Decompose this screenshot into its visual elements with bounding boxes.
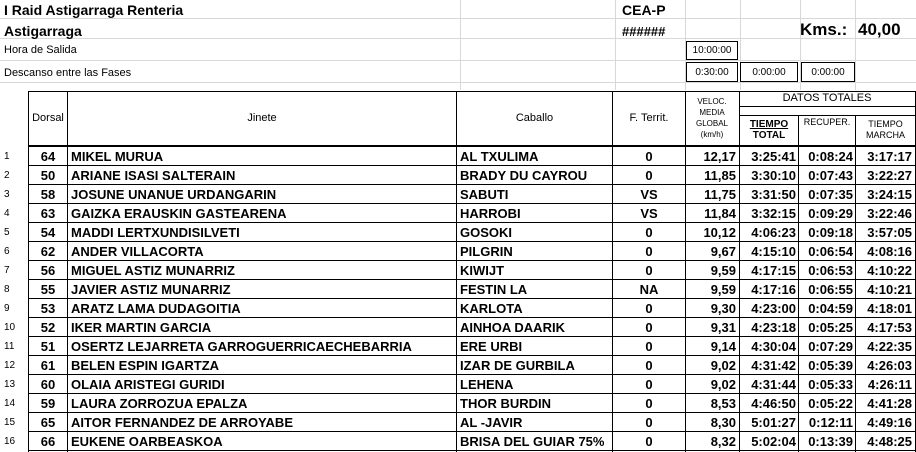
- veloc-cell: 9,02: [710, 377, 736, 392]
- recuper-cell: 0:09:29: [808, 206, 853, 221]
- table-border: [28, 145, 916, 147]
- tiempo-total-cell: 3:31:50: [751, 187, 796, 202]
- header-caballo: Caballo: [515, 111, 554, 124]
- gridline: [0, 38, 916, 39]
- tiempo-total-cell: 5:02:04: [751, 434, 796, 449]
- table-border: [685, 91, 686, 452]
- row-index: 12: [4, 360, 16, 371]
- recuper-cell: 0:07:35: [808, 187, 853, 202]
- tiempo-total-cell: 4:30:04: [751, 339, 796, 354]
- event-location: Astigarraga: [4, 23, 82, 39]
- tiempo-marcha-cell: 3:22:46: [867, 206, 912, 221]
- table-row: [0, 261, 916, 280]
- veloc-cell: 9,14: [710, 339, 736, 354]
- header-tiempo-total-line: TOTAL: [752, 130, 786, 141]
- row-index: 8: [4, 284, 10, 295]
- caballo-cell: KIWIJT: [460, 263, 505, 278]
- event-hashes: ######: [622, 24, 666, 39]
- header-tiempo-marcha-line: TIEMPO: [868, 119, 903, 129]
- dorsal-cell: 65: [40, 415, 56, 430]
- hora-label: Hora de Salida: [4, 44, 77, 56]
- table-row: [0, 185, 916, 204]
- jinete-cell: ARATZ LAMA DUDAGOITIA: [71, 301, 241, 316]
- dorsal-cell: 54: [40, 225, 56, 240]
- dorsal-cell: 58: [40, 187, 56, 202]
- header-veloc-line: VELOC.: [697, 97, 727, 106]
- territ-cell: 0: [645, 434, 653, 449]
- table-border: [28, 91, 29, 452]
- table-border: [612, 91, 613, 452]
- dorsal-cell: 60: [40, 377, 56, 392]
- jinete-cell: GAIZKA ERAUSKIN GASTEARENA: [71, 206, 287, 221]
- header-recuper: RECUPER.: [803, 116, 851, 127]
- gridline: [0, 82, 916, 83]
- event-title: I Raid Astigarraga Renteria: [4, 2, 184, 18]
- veloc-cell: 12,17: [703, 149, 736, 164]
- table-row: [0, 299, 916, 318]
- tiempo-total-cell: 3:25:41: [751, 149, 796, 164]
- caballo-cell: THOR BURDIN: [460, 396, 551, 411]
- header-dorsal: Dorsal: [32, 111, 64, 124]
- table-border: [739, 106, 916, 107]
- table-row: [0, 242, 916, 261]
- header-veloc-line: GLOBAL: [695, 119, 728, 128]
- header-tiempo-total: [740, 116, 798, 144]
- dorsal-cell: 56: [40, 263, 56, 278]
- jinete-cell: BELEN ESPIN IGARTZA: [71, 358, 220, 373]
- territ-cell: 0: [645, 377, 653, 392]
- header-veloc-line: (km/h): [700, 130, 724, 139]
- caballo-cell: FESTIN LA: [460, 282, 528, 297]
- tiempo-marcha-cell: 3:57:05: [867, 225, 912, 240]
- tiempo-total-cell: 3:32:15: [751, 206, 796, 221]
- tiempo-marcha-cell: 3:24:15: [867, 187, 912, 202]
- jinete-cell: JAVIER ASTIZ MUNARRIZ: [71, 282, 231, 297]
- table-row: [0, 318, 916, 337]
- row-index: 4: [4, 208, 10, 219]
- tiempo-marcha-cell: 4:17:53: [867, 320, 912, 335]
- table-row: [0, 166, 916, 185]
- tiempo-total-cell: 5:01:27: [751, 415, 796, 430]
- dorsal-cell: 62: [40, 244, 56, 259]
- tiempo-total-cell: 4:17:15: [751, 263, 796, 278]
- kms-value: 40,00: [858, 20, 901, 39]
- table-border: [67, 91, 68, 452]
- tiempo-total-cell: 4:23:18: [751, 320, 796, 335]
- descanso-label: Descanso entre las Fases: [4, 67, 132, 79]
- kms-label: Kms.:: [800, 20, 848, 39]
- recuper-cell: 0:06:55: [808, 282, 853, 297]
- recuper-cell: 0:05:33: [808, 377, 853, 392]
- caballo-cell: ERE URBI: [460, 339, 523, 354]
- tiempo-marcha-cell: 4:10:21: [867, 282, 912, 297]
- veloc-cell: 11,75: [704, 187, 736, 202]
- tiempo-total-cell: 4:46:50: [751, 396, 796, 411]
- territ-cell: 0: [645, 263, 653, 278]
- recuper-cell: 0:07:29: [808, 339, 853, 354]
- veloc-cell: 9,67: [710, 244, 736, 259]
- jinete-cell: LAURA ZORROZUA EPALZA: [71, 396, 248, 411]
- header-tiempo-marcha-line: MARCHA: [865, 130, 905, 140]
- territ-cell: 0: [645, 149, 653, 164]
- territ-cell: NA: [639, 282, 659, 297]
- hora-value: 10:00:00: [686, 41, 738, 60]
- jinete-cell: OLAIA ARISTEGI GURIDI: [71, 377, 225, 392]
- jinete-cell: OSERTZ LEJARRETA GARROGUERRICAECHEBARRIA: [71, 339, 412, 354]
- territ-cell: 0: [645, 358, 653, 373]
- dorsal-cell: 59: [40, 396, 56, 411]
- table-row: [0, 432, 916, 451]
- caballo-cell: BRADY DU CAYROU: [460, 168, 588, 183]
- recuper-cell: 0:08:24: [808, 149, 853, 164]
- table-border: [855, 115, 856, 452]
- descanso-value-2: 0:00:00: [740, 62, 798, 82]
- recuper-cell: 0:04:59: [808, 301, 853, 316]
- territ-cell: VS: [640, 187, 658, 202]
- tiempo-marcha-cell: 3:17:17: [867, 149, 912, 164]
- table-row: [0, 337, 916, 356]
- jinete-cell: ARIANE ISASI SALTERAIN: [71, 168, 236, 183]
- table-border: [739, 115, 916, 116]
- caballo-cell: AL TXULIMA: [460, 149, 539, 164]
- row-index: 2: [4, 170, 10, 181]
- dorsal-cell: 51: [40, 339, 56, 354]
- row-index: 9: [4, 303, 10, 314]
- gridline: [615, 0, 616, 90]
- veloc-cell: 9,59: [710, 263, 736, 278]
- caballo-cell: KARLOTA: [460, 301, 523, 316]
- dorsal-cell: 52: [40, 320, 56, 335]
- veloc-cell: 9,31: [710, 320, 736, 335]
- header-tiempo-marcha: [856, 116, 915, 144]
- recuper-cell: 0:06:54: [808, 244, 853, 259]
- tiempo-marcha-cell: 4:18:01: [867, 301, 912, 316]
- veloc-cell: 11,84: [704, 206, 736, 221]
- jinete-cell: ANDER VILLACORTA: [71, 244, 204, 259]
- caballo-cell: AINHOA DAARIK: [460, 320, 565, 335]
- jinete-cell: AITOR FERNANDEZ DE ARROYABE: [71, 415, 293, 430]
- tiempo-total-cell: 4:06:23: [751, 225, 796, 240]
- header-datos-totales: DATOS TOTALES: [782, 91, 872, 104]
- territ-cell: 0: [645, 244, 653, 259]
- caballo-cell: HARROBI: [460, 206, 521, 221]
- descanso-value-1: 0:30:00: [686, 62, 738, 82]
- table-row: [0, 147, 916, 166]
- dorsal-cell: 64: [40, 149, 56, 164]
- event-code: CEA-P: [622, 2, 666, 18]
- tiempo-marcha-cell: 3:22:27: [867, 168, 912, 183]
- territ-cell: 0: [645, 339, 653, 354]
- jinete-cell: IKER MARTIN GARCIA: [71, 320, 212, 335]
- jinete-cell: MIGUEL ASTIZ MUNARRIZ: [71, 263, 235, 278]
- table-row: [0, 356, 916, 375]
- row-index: 11: [4, 341, 15, 352]
- jinete-cell: EUKENE OARBEASKOA: [71, 434, 223, 449]
- caballo-cell: IZAR DE GURBILA: [460, 358, 575, 373]
- veloc-cell: 8,30: [710, 415, 736, 430]
- tiempo-marcha-cell: 4:08:16: [867, 244, 912, 259]
- tiempo-marcha-cell: 4:41:28: [867, 396, 912, 411]
- row-index: 14: [4, 398, 16, 409]
- dorsal-cell: 53: [40, 301, 56, 316]
- dorsal-cell: 55: [40, 282, 56, 297]
- row-index: 10: [4, 322, 16, 333]
- tiempo-marcha-cell: 4:10:22: [867, 263, 912, 278]
- row-index: 3: [4, 189, 10, 200]
- descanso-value-3: 0:00:00: [801, 62, 855, 82]
- row-index: 13: [4, 379, 16, 390]
- header-territ: F. Territ.: [629, 111, 669, 124]
- gridline: [855, 0, 856, 90]
- recuper-cell: 0:13:39: [808, 434, 853, 449]
- caballo-cell: BRISA DEL GUIAR 75%: [460, 434, 605, 449]
- recuper-cell: 0:05:22: [808, 396, 853, 411]
- tiempo-total-cell: 4:31:42: [751, 358, 796, 373]
- recuper-cell: 0:09:18: [808, 225, 853, 240]
- territ-cell: 0: [645, 168, 653, 183]
- tiempo-marcha-cell: 4:22:35: [867, 339, 912, 354]
- dorsal-cell: 63: [40, 206, 56, 221]
- row-index: 1: [4, 151, 10, 162]
- tiempo-total-cell: 4:31:44: [751, 377, 796, 392]
- recuper-cell: 0:06:53: [808, 263, 853, 278]
- tiempo-marcha-cell: 4:26:11: [867, 377, 912, 392]
- territ-cell: 0: [645, 301, 653, 316]
- recuper-cell: 0:12:11: [808, 415, 853, 430]
- dorsal-cell: 61: [40, 358, 56, 373]
- veloc-cell: 9,59: [710, 282, 736, 297]
- recuper-cell: 0:05:25: [808, 320, 853, 335]
- tiempo-marcha-cell: 4:49:16: [867, 415, 912, 430]
- gridline: [0, 60, 916, 61]
- caballo-cell: GOSOKI: [460, 225, 513, 240]
- veloc-cell: 9,30: [710, 301, 736, 316]
- caballo-cell: LEHENA: [460, 377, 514, 392]
- table-border: [798, 115, 799, 452]
- tiempo-total-cell: 4:15:10: [751, 244, 796, 259]
- territ-cell: VS: [640, 206, 658, 221]
- header-tiempo-total-line: TIEMPO: [749, 119, 789, 130]
- recuper-cell: 0:05:39: [808, 358, 853, 373]
- dorsal-cell: 66: [40, 434, 56, 449]
- territ-cell: 0: [645, 396, 653, 411]
- row-index: 15: [4, 417, 16, 428]
- caballo-cell: PILGRIN: [460, 244, 513, 259]
- territ-cell: 0: [645, 320, 653, 335]
- table-border: [739, 91, 740, 452]
- tiempo-total-cell: 4:17:16: [751, 282, 796, 297]
- jinete-cell: MIKEL MURUA: [71, 149, 164, 164]
- row-divider: [28, 450, 916, 451]
- tiempo-total-cell: 3:30:10: [751, 168, 796, 183]
- table-border: [456, 91, 457, 452]
- header-jinete: Jinete: [247, 111, 277, 124]
- jinete-cell: MADDI LERTXUNDISILVETI: [71, 225, 240, 240]
- table-row: [0, 223, 916, 242]
- veloc-cell: 10,12: [703, 225, 736, 240]
- table-row: [0, 204, 916, 223]
- territ-cell: 0: [645, 415, 653, 430]
- veloc-cell: 8,53: [710, 396, 736, 411]
- table-row: [0, 394, 916, 413]
- row-index: 5: [4, 227, 10, 238]
- caballo-cell: SABUTI: [460, 187, 509, 202]
- header-veloc-line: MEDIA: [699, 108, 725, 117]
- recuper-cell: 0:07:43: [808, 168, 853, 183]
- veloc-cell: 8,32: [710, 434, 736, 449]
- gridline: [460, 0, 461, 90]
- row-index: 6: [4, 246, 10, 257]
- header-veloc: [686, 92, 738, 144]
- table-row: [0, 413, 916, 432]
- row-index: 7: [4, 265, 10, 276]
- table-row: [0, 280, 916, 299]
- gridline: [0, 18, 916, 19]
- tiempo-marcha-cell: 4:26:03: [867, 358, 912, 373]
- row-index: 16: [4, 436, 16, 447]
- caballo-cell: AL -JAVIR: [460, 415, 523, 430]
- veloc-cell: 11,85: [704, 168, 736, 183]
- table-row: [0, 375, 916, 394]
- jinete-cell: JOSUNE UNANUE URDANGARIN: [71, 187, 277, 202]
- territ-cell: 0: [645, 225, 653, 240]
- veloc-cell: 9,02: [710, 358, 736, 373]
- tiempo-total-cell: 4:23:00: [751, 301, 796, 316]
- table-border: [28, 91, 916, 92]
- tiempo-marcha-cell: 4:48:25: [867, 434, 912, 449]
- dorsal-cell: 50: [40, 168, 56, 183]
